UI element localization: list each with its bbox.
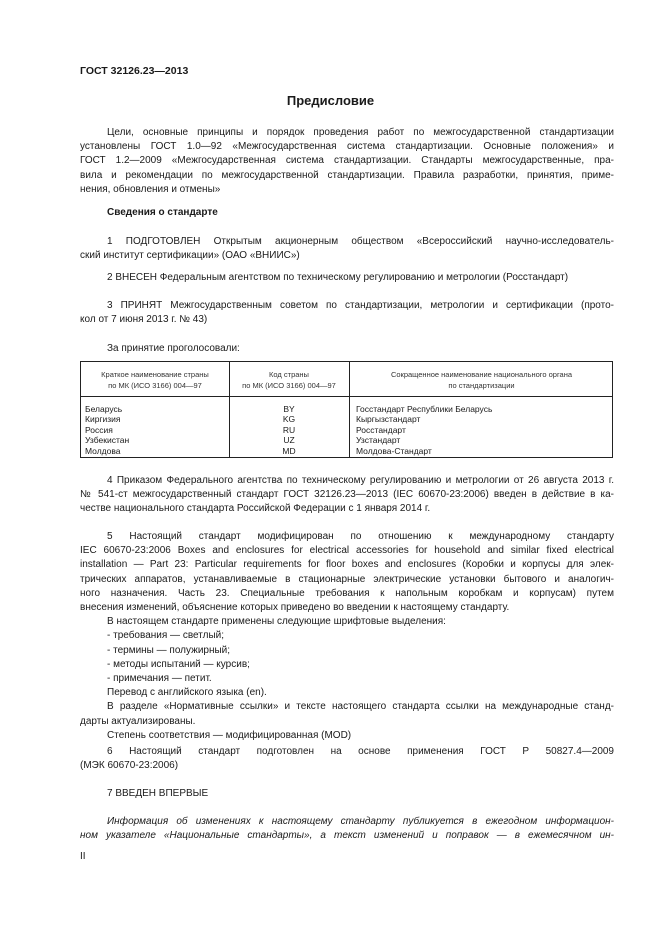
table-cell: Беларусь [85, 404, 123, 414]
table-cell: KG [282, 414, 296, 425]
table-cell: RU [282, 424, 296, 435]
text-line: 5 Настоящий стандарт модифицирован по отношению к международному стандарту [107, 531, 614, 542]
table-cell: UZ [283, 435, 295, 446]
table-cell: Кыргызстандарт [356, 414, 421, 425]
text-line: Цели, основные принципы и порядок проведения работ по межгосударственной стандартизации [107, 127, 614, 138]
item-6 [80, 745, 614, 773]
text-line: В настоящем стандарте применены следующие шрифтовые выделения: [107, 616, 446, 628]
item-2: 2 ВНЕСЕН Федеральным агентством по техническому регулированию и метрологии (Росстандарт) [107, 272, 569, 283]
text-line: внесения изменений, объяснение которых приведено во введении к настоящему стандарту. [80, 602, 510, 614]
text-line: 6 Настоящий стандарт подготовлен на основе применения ГОСТ Р 50827.4—2009 [107, 746, 614, 757]
list-item: - термины — полужирный; [107, 644, 231, 656]
table-cell: MD [282, 445, 296, 456]
table-cell: Узстандарт [356, 435, 401, 446]
text-line: IEC 60670-23:2006 Boxes and enclosures for electrical accessories for household and similar fixed electrical [80, 545, 614, 557]
list-item: - методы испытаний — курсив; [107, 658, 250, 670]
voting-table [80, 361, 613, 458]
item-5 [80, 530, 614, 743]
table-header-code [229, 369, 349, 391]
table-cell: Госстандарт Республики Беларусь [356, 404, 493, 414]
table-cell: Россия [85, 424, 113, 435]
standard-code-header: ГОСТ 32126.23—2013 [80, 65, 189, 77]
table-column-code [229, 404, 349, 456]
text-line: ном указателе «Национальные стандарты», а текст изменений и поправок — в ежемесячном ин- [80, 830, 614, 842]
header-line: Код страны [269, 370, 309, 379]
text-line: Степень соответствия — модифицированная (MOD) [107, 729, 352, 741]
item-3 [80, 299, 614, 327]
list-item: - требования — светлый; [107, 630, 225, 642]
header-line: Сокращенное наименование национального органа [390, 370, 573, 379]
table-cell: Росстандарт [356, 424, 406, 435]
header-line: по МК (ИСО 3166) 004—97 [108, 381, 202, 390]
vote-label: За принятие проголосовали: [107, 343, 240, 354]
table-cell: Узбекистан [85, 435, 130, 446]
text-line: ного назначения. Часть 23. Специальные требования к напольным коробкам и корпусам) путем [80, 587, 614, 599]
header-line: Краткое наименование страны [101, 370, 209, 379]
text-line: трических аппаратов, устанавливаемые в стационарные электрические установки бытового и аналогич- [80, 573, 614, 585]
item-7: 7 ВВЕДЕН ВПЕРВЫЕ [107, 788, 209, 799]
table-header-body [349, 369, 614, 391]
table-column-country [85, 404, 129, 456]
text-line: нения, обновления и отмены» [80, 183, 221, 195]
list-item: - примечания — петит. [107, 673, 212, 685]
text-line: Информация об изменениях к настоящему стандарту публикуется в ежегодном информацион- [107, 816, 614, 827]
item-4 [80, 474, 614, 517]
table-cell: BY [283, 404, 295, 414]
text-line: ский институт сертификации» (ОАО «ВНИИС») [80, 250, 300, 262]
text-line: ГОСТ 1.2—2009 «Межгосударственная система стандартизации. Стандарты межгосударственные, пра- [80, 155, 614, 167]
text-line: кол от 7 июня 2013 г. № 43) [80, 314, 208, 326]
text-line: честве национального стандарта Российской Федерации с 1 января 2014 г. [80, 503, 431, 515]
text-line: Перевод с английского языка (en). [107, 687, 267, 699]
header-line: по МК (ИСО 3166) 004—97 [242, 381, 336, 390]
info-paragraph [80, 815, 614, 843]
page-title: Предисловие [286, 93, 375, 108]
page-number: II [80, 851, 86, 862]
text-line: 4 Приказом Федерального агентства по техническому регулированию и метрологии от 26 августа 2013 г. [107, 475, 614, 486]
text-line: дарты актуализированы. [80, 715, 196, 727]
text-line: installation — Part 23: Particular requirements for floor boxes and enclosures (Коробки и корпусы для элек- [80, 559, 614, 571]
table-cell: Киргизия [85, 414, 121, 425]
item-1 [80, 235, 614, 263]
table-divider [81, 396, 612, 397]
table-cell: Молдова-Стандарт [356, 445, 432, 456]
text-line: вила и рекомендации по межгосударственной стандартизации. Правила разработки, принятия, приме- [80, 169, 614, 181]
table-column-body [356, 404, 492, 456]
text-line: 1 ПОДГОТОВЛЕН Открытым акционерным обществом «Всероссийский научно-исследователь- [107, 236, 614, 247]
header-line: по стандартизации [448, 381, 515, 390]
text-line: 3 ПРИНЯТ Межгосударственным советом по стандартизации, метрологии и сертификации (прото- [107, 300, 614, 311]
text-line: В разделе «Нормативные ссылки» и тексте настоящего стандарта ссылки на международные станд- [107, 701, 614, 713]
section-heading: Сведения о стандарте [107, 207, 218, 218]
table-cell: Молдова [85, 445, 121, 456]
text-line: № 541-ст межгосударственный стандарт ГОСТ 32126.23—2013 (IEC 60670-23:2006) введен в действие в ка- [80, 489, 614, 501]
table-header-country [81, 369, 229, 391]
text-line: установлены ГОСТ 1.0—92 «Межгосударственная система стандартизации. Основные положения» и [80, 141, 614, 153]
text-line: (МЭК 60670-23:2006) [80, 760, 179, 772]
intro-paragraph [80, 126, 614, 197]
